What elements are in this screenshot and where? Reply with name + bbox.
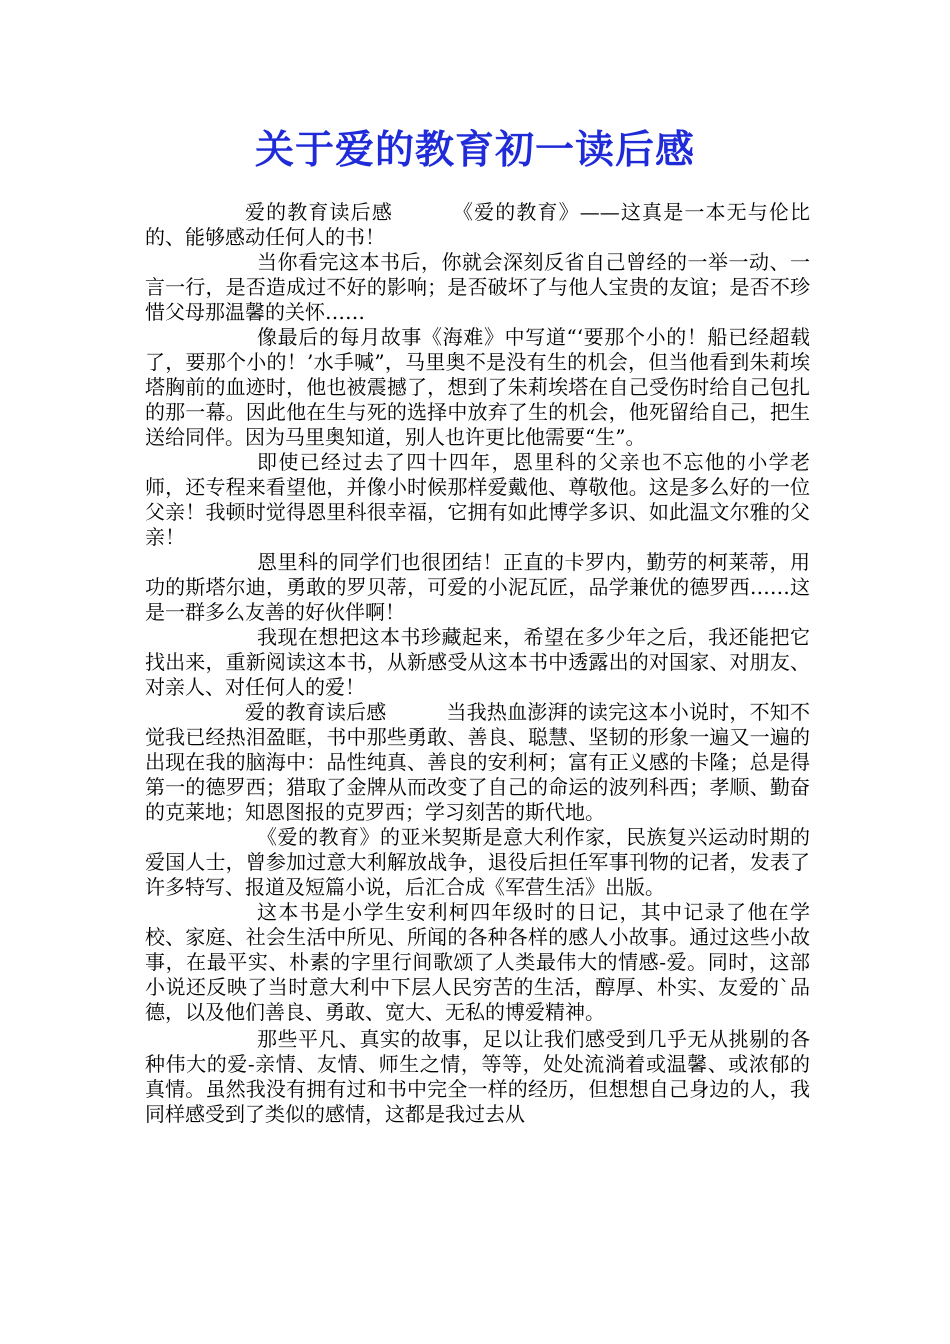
paragraph-text: 这本书是小学生安利柯四年级时的日记，其中记录了他在学校、家庭、社会生活中所见、所闻的各种各样的感人小故事。通过这些小故事，在最平实、朴素的字里行间歌颂了人类最伟大的情感-爱。同时，这部小说还反映了当时意大利中下层人民穷苦的生活，醇厚、朴实、友爱的`品德，以及他们善良、勇敢、宽大、无私的博爱精神。 [145,900,810,1024]
paragraph-text: 像最后的每月故事《海难》中写道“‘要那个小的！船已经超载了，要那个小的！’水手喊”，马里奥不是没有生的机会，但当他看到朱莉埃塔胸前的血迹时，他也被震撼了，想到了朱莉埃塔在自己受伤时给自己包扎的那一幕。因此他在生与死的选择中放弃了生的机会，他死留给自己，把生送给同伴。因为马里奥知道，别人也许更比他需要“生”。 [145,325,810,449]
paragraph-text: 恩里科的同学们也很团结！正直的卡罗内，勤劳的柯莱蒂，用功的斯塔尔迪，勇敢的罗贝蒂，可爱的小泥瓦匠，品学兼优的德罗西……这是一群多么友善的好伙伴啊！ [145,550,810,624]
paragraph-4 [145,450,810,550]
section-heading: 爱的教育读后感 [245,200,393,224]
paragraph-text: 当我热血澎湃的读完这本小说时，不知不觉我已经热泪盈眶，书中那些勇敢、善良、聪慧、坚韧的形象一遍又一遍的出现在我的脑海中：品性纯真、善良的安利柯；富有正义感的卡隆；总是得第一的德罗西；猎取了金牌从而改变了自己的命运的波列科西；孝顺、勤奋的克莱地；知恩图报的克罗西；学习刻苦的斯代地。 [145,700,811,824]
section-heading: 爱的教育读后感 [245,700,387,724]
paragraph-text: 即使已经过去了四十四年，恩里科的父亲也不忘他的小学老师，还专程来看望他，并像小时候那样爱戴他、尊敬他。这是多么好的一位父亲！我顿时觉得恩里科很幸福，它拥有如此博学多识、如此温文尔雅的父亲！ [145,450,810,549]
paragraph-text: 《爱的教育》的亚米契斯是意大利作家，民族复兴运动时期的爱国人士，曾参加过意大利解放战争，退役后担任军事刊物的记者，发表了许多特写、报道及短篇小说，后汇合成《军营生活》出版。 [145,825,810,899]
document-title: 关于爱的教育初一读后感 [254,127,695,173]
paragraph-10 [145,1027,810,1127]
paragraph-2 [145,250,810,325]
paragraph-5 [145,550,810,625]
paragraph-9 [145,900,810,1025]
paragraph-8 [145,825,810,900]
document-body [145,200,810,1127]
paragraph-1 [145,200,810,250]
paragraph-7 [145,700,810,825]
paragraph-text: 我现在想把这本书珍藏起来，希望在多少年之后，我还能把它找出来，重新阅读这本书，从新感受从这本书中透露出的对国家、对朋友、对亲人、对任何人的爱！ [145,625,810,699]
paragraph-text: 《爱的教育》——这真是一本无与伦比的、能够感动任何人的书！ [145,200,811,249]
paragraph-3 [145,325,810,450]
paragraph-6 [145,625,810,700]
paragraph-text: 那些平凡、真实的故事，足以让我们感受到几乎无从挑剔的各种伟大的爱-亲情、友情、师生之情，等等，处处流淌着或温馨、或浓郁的真情。虽然我没有拥有过和书中完全一样的经历，但想想自己身边的人，我同样感受到了类似的感情，这都是我过去从 [145,1027,810,1126]
paragraph-text: 当你看完这本书后，你就会深刻反省自己曾经的一举一动、一言一行，是否造成过不好的影响；是否破坏了与他人宝贵的友谊；是否不珍惜父母那温馨的关怀…… [145,250,810,324]
